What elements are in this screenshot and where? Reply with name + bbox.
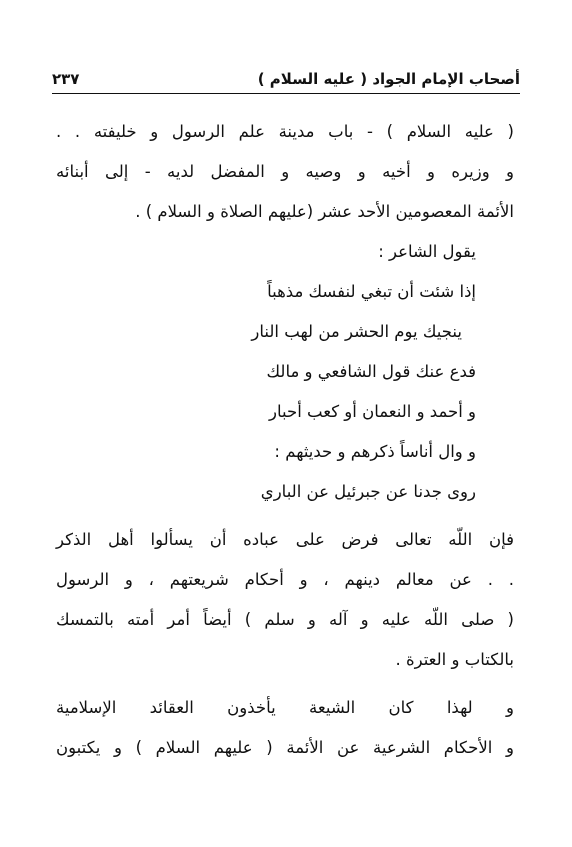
paragraph-3 bbox=[56, 688, 514, 768]
page-header bbox=[52, 62, 520, 88]
poem-verse: روى جدنا عن جبرئيل عن الباري bbox=[260, 482, 476, 501]
text-line: . . عن معالم دينهم ، و أحكام شريعتهم ، و الرسول bbox=[56, 570, 514, 589]
text-line: الأئمة المعصومين الأحد عشر (عليهم الصلاة و السلام ) . bbox=[135, 202, 514, 221]
text-line: ( صلى اللّه عليه و آله و سلم ) أيضاً أمر أمته بالتمسك bbox=[56, 610, 514, 629]
paragraph-1 bbox=[56, 112, 514, 232]
poem-verse: فدع عنك قول الشافعي و مالك bbox=[266, 362, 476, 381]
text-line: ( عليه السلام ) - باب مدينة علم الرسول و خليفته . . bbox=[56, 122, 514, 141]
page-number: ٢٣٧ bbox=[52, 70, 80, 88]
poem-intro: يقول الشاعر : bbox=[378, 242, 476, 261]
paragraph-2 bbox=[56, 520, 514, 680]
text-line: و وزيره و أخيه و وصيه و المفضل لديه - إلى أبنائه bbox=[56, 162, 514, 181]
spacer bbox=[56, 680, 514, 688]
running-title: أصحاب الإمام الجواد ( عليه السلام ) bbox=[257, 70, 520, 88]
header-rule bbox=[52, 93, 520, 94]
poem-verse: و أحمد و النعمان أو كعب أحبار bbox=[269, 402, 476, 421]
poem-verse: ينجيك يوم الحشر من لهب النار bbox=[251, 322, 462, 341]
text-line: بالكتاب و العترة . bbox=[395, 650, 514, 669]
text-line: فإن اللّه تعالى فرض على عباده أن يسألوا أهل الذكر bbox=[56, 530, 514, 549]
poem-verse: و وال أناساً ذكرهم و حديثهم : bbox=[274, 442, 476, 461]
poem bbox=[56, 232, 514, 512]
body-text bbox=[56, 112, 514, 768]
poem-verse: إذا شئت أن تبغي لنفسك مذهباً bbox=[267, 282, 476, 301]
text-line: و الأحكام الشرعية عن الأئمة ( عليهم السلام ) و يكتبون bbox=[56, 738, 514, 757]
spacer bbox=[56, 512, 514, 520]
text-line: و لهذا كان الشيعة يأخذون العقائد الإسلامية bbox=[56, 698, 514, 717]
